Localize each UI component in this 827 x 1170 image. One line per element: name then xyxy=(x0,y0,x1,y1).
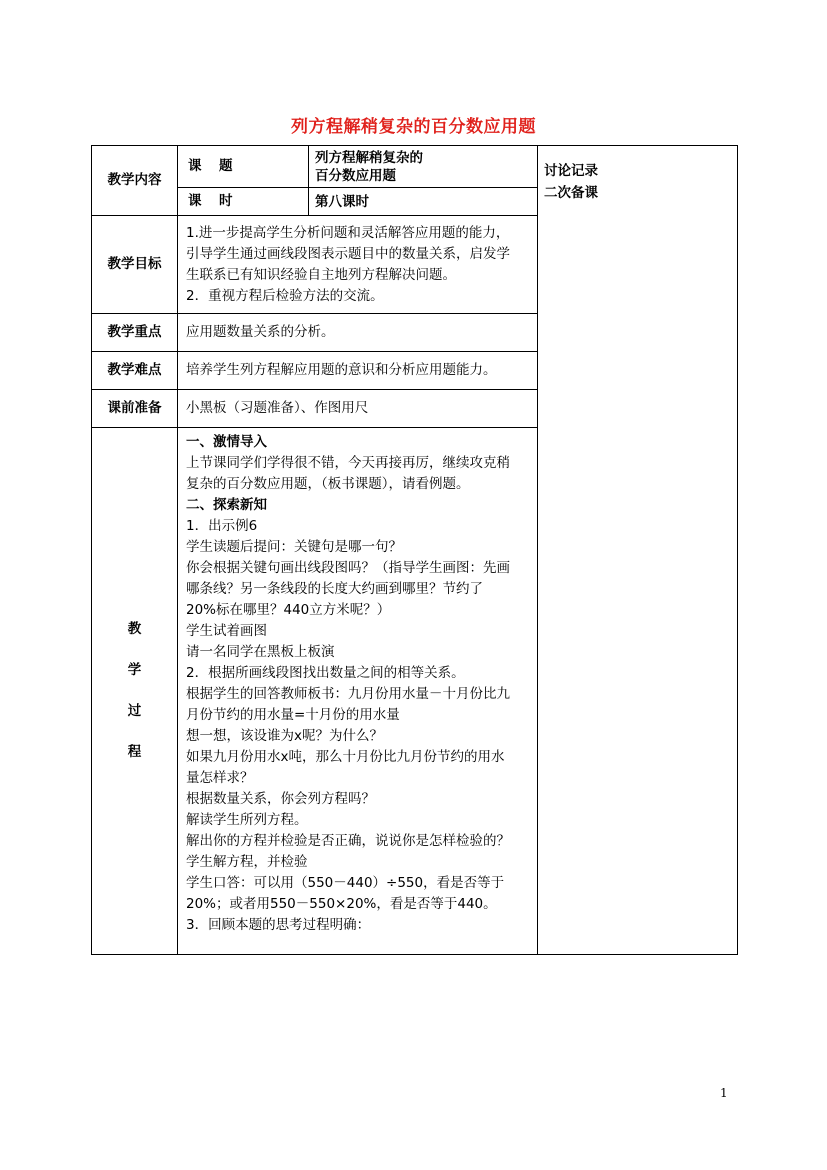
process-line: 1．出示例6 xyxy=(186,518,258,534)
content-label: 教学内容 xyxy=(92,146,178,216)
process-line: 学生读题后提问：关键句是哪一句？ xyxy=(186,539,402,555)
section-heading: 一、激情导入 xyxy=(186,434,267,450)
process-line: 复杂的百分数应用题，（板书课题），请看例题。 xyxy=(186,476,470,492)
process-label-char: 教 xyxy=(127,621,142,637)
process-line: 学生口答：可以用（550－440）÷550，看是否等于 xyxy=(186,875,505,891)
process-lines xyxy=(186,432,531,936)
process-label-char: 学 xyxy=(127,662,142,678)
process-line: 解出你的方程并检验是否正确，说说你是怎样检验的？ xyxy=(186,833,510,849)
process-line: 20%标在哪里？440立方米呢？） xyxy=(186,602,391,618)
process-line: 想一想，该设谁为x呢？为什么？ xyxy=(186,728,383,744)
goal-line: 生联系已有知识经验自主地列方程解决问题。 xyxy=(186,266,456,283)
goal-line: 1.进一步提高学生分析问题和灵活解答应用题的能力， xyxy=(186,224,510,241)
section-heading: 二、探索新知 xyxy=(186,497,267,513)
process-line: 哪条线？另一条线段的长度大约画到哪里？节约了 xyxy=(186,581,483,597)
process-line: 解读学生所列方程。 xyxy=(186,812,308,828)
process-line: 3．回顾本题的思考过程明确： xyxy=(186,917,371,933)
period-label: 课 时 xyxy=(178,188,309,216)
goal-line: 引导学生通过画线段图表示题目中的数量关系，启发学 xyxy=(186,245,510,262)
topic-label: 课 题 xyxy=(178,146,309,188)
process-line: 月份节约的用水量=十月份的用水量 xyxy=(186,707,400,723)
goal-label: 教学目标 xyxy=(92,216,178,314)
key-point-value: 应用题数量关系的分析。 xyxy=(178,314,538,352)
process-line: 根据学生的回答教师板书：九月份用水量－十月份比九 xyxy=(186,686,510,702)
process-line: 请一名同学在黑板上板演 xyxy=(186,644,335,660)
topic-value-line2: 百分数应用题 xyxy=(315,167,396,184)
side-note-second-prep: 二次备课 xyxy=(544,185,598,201)
side-note-discussion: 讨论记录 xyxy=(544,163,598,179)
page-number: 1 xyxy=(720,1086,728,1100)
process-label xyxy=(92,428,178,955)
preparation-label: 课前准备 xyxy=(92,390,178,428)
process-line: 量怎样求？ xyxy=(186,770,254,786)
process-line: 2．根据所画线段图找出数量之间的相等关系。 xyxy=(186,665,465,681)
lesson-plan-table xyxy=(91,145,738,955)
process-content xyxy=(178,428,538,955)
key-point-label: 教学重点 xyxy=(92,314,178,352)
difficulty-label: 教学难点 xyxy=(92,352,178,390)
document-title: 列方程解稍复杂的百分数应用题 xyxy=(291,117,536,137)
process-label-char: 过 xyxy=(127,703,142,719)
process-line: 20%；或者用550－550×20%，看是否等于440。 xyxy=(186,896,497,912)
topic-value xyxy=(309,146,538,188)
period-value: 第八课时 xyxy=(309,188,538,216)
process-label-char: 程 xyxy=(127,744,142,760)
difficulty-value: 培养学生列方程解应用题的意识和分析应用题能力。 xyxy=(178,352,538,390)
process-line: 如果九月份用水x吨，那么十月份比九月份节约的用水 xyxy=(186,749,505,765)
preparation-value: 小黑板（习题准备）、作图用尺 xyxy=(178,390,538,428)
goal-line: 2．重视方程后检验方法的交流。 xyxy=(186,287,384,304)
process-line: 学生试着画图 xyxy=(186,623,267,639)
goal-content xyxy=(178,216,538,314)
topic-value-line1: 列方程解稍复杂的 xyxy=(315,149,423,166)
side-notes-column xyxy=(538,146,738,955)
process-line: 根据数量关系，你会列方程吗？ xyxy=(186,791,375,807)
process-line: 上节课同学们学得很不错，今天再接再厉，继续攻克稍 xyxy=(186,455,510,471)
process-line: 学生解方程，并检验 xyxy=(186,854,308,870)
process-line: 你会根据关键句画出线段图吗？（指导学生画图：先画 xyxy=(186,560,510,576)
